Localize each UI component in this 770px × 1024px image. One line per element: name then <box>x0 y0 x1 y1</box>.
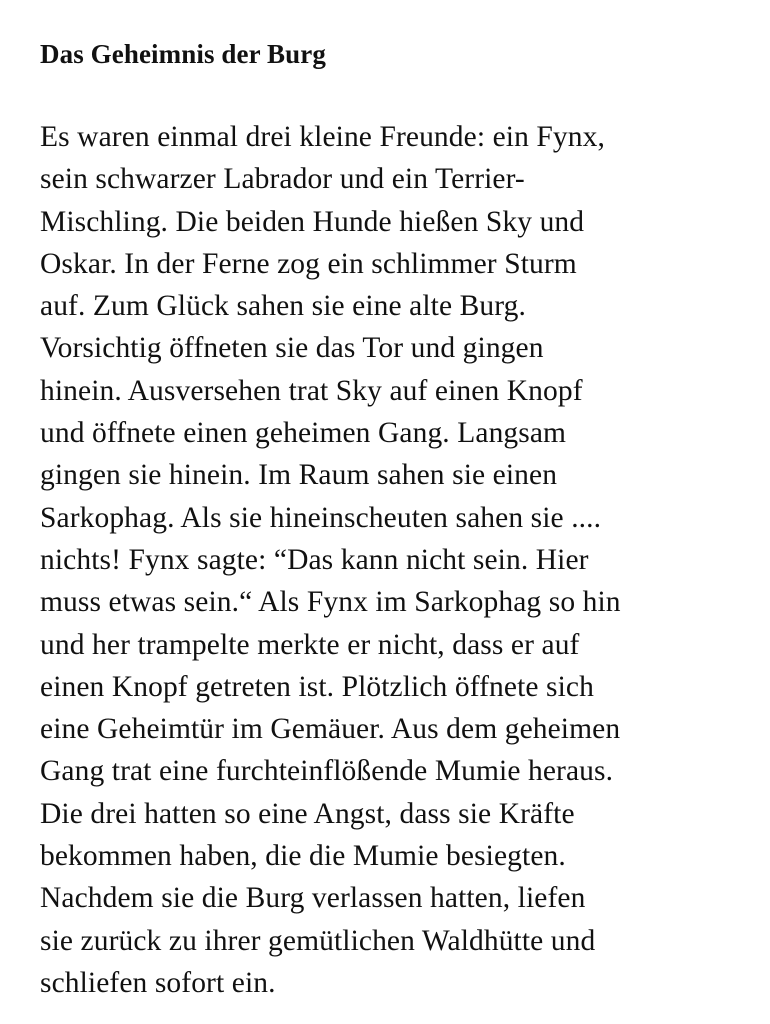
story-line: hinein. Ausversehen trat Sky auf einen Knopf <box>40 374 583 407</box>
story-line: Nachdem sie die Burg verlassen hatten, liefen <box>40 882 586 915</box>
story-line: Gang trat eine furchteinflößende Mumie heraus. <box>40 755 614 788</box>
story-line: eine Geheimtür im Gemäuer. Aus dem geheimen <box>40 713 621 746</box>
story-line: schliefen sofort ein. <box>40 966 276 999</box>
story-line: und her trampelte merkte er nicht, dass er auf <box>40 628 580 661</box>
story-line: Sarkophag. Als sie hineinscheuten sahen sie .... <box>40 501 602 534</box>
story-line: nichts! Fynx sagte: “Das kann nicht sein. Hier <box>40 543 589 576</box>
story-line: bekommen haben, die die Mumie besiegten. <box>40 840 566 873</box>
story-line: Es waren einmal drei kleine Freunde: ein Fynx, <box>40 121 605 153</box>
story-line: und öffnete einen geheimen Gang. Langsam <box>40 417 567 450</box>
story-line: muss etwas sein.“ Als Fynx im Sarkophag so hin <box>40 586 621 619</box>
story-line: gingen sie hinein. Im Raum sahen sie einen <box>40 459 558 492</box>
story-line: Oskar. In der Ferne zog ein schlimmer Sturm <box>40 247 577 280</box>
story-line: sein schwarzer Labrador und ein Terrier- <box>40 163 525 196</box>
story-line: einen Knopf getreten ist. Plötzlich öffnete sich <box>40 670 594 703</box>
story-line: sie zurück zu ihrer gemütlichen Waldhütte und <box>40 924 596 957</box>
story-title: Das Geheimnis der Burg <box>40 39 326 69</box>
story-body <box>40 116 750 1004</box>
story-line: Die drei hatten so eine Angst, dass sie Kräfte <box>40 797 575 830</box>
story-line: Mischling. Die beiden Hunde hießen Sky und <box>40 205 585 238</box>
story-line: auf. Zum Glück sahen sie eine alte Burg. <box>40 290 526 323</box>
story-line: Vorsichtig öffneten sie das Tor und gingen <box>40 332 544 365</box>
